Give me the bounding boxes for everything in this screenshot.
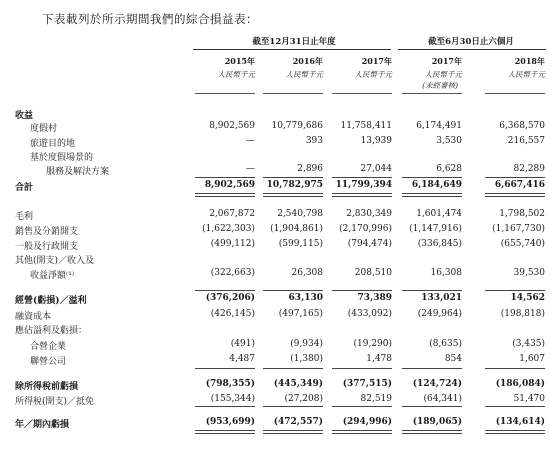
- column-header-rule-0: [195, 93, 255, 94]
- row-value: (491): [230, 339, 255, 349]
- row-value: (445,349): [273, 379, 323, 389]
- row-label: 銷售及分銷開支: [15, 227, 79, 237]
- row-value: 1,607: [519, 354, 545, 364]
- total-double-rule: [195, 430, 255, 434]
- row-value: (249,964): [417, 309, 462, 319]
- row-value: 2,067,872: [209, 209, 255, 219]
- row-value: (189,065): [412, 417, 462, 427]
- row-value: 13,939: [360, 136, 392, 146]
- row-label: 合營企業: [30, 342, 67, 352]
- row-value: 11,799,394: [335, 180, 392, 190]
- row-value: 82,519: [360, 394, 392, 404]
- total-double-rule: [263, 193, 323, 197]
- subtotal-rule: [263, 177, 323, 178]
- row-value: (655,740): [500, 239, 545, 249]
- row-value: (1,147,916): [409, 224, 462, 234]
- row-label: 合計: [15, 183, 34, 193]
- subtotal-rule: [263, 368, 323, 369]
- row-value: (322,663): [210, 268, 255, 278]
- row-value: (294,996): [342, 417, 392, 427]
- column-unit-2: 人民幣千元: [354, 70, 392, 79]
- row-value: (377,515): [342, 379, 392, 389]
- row-label: 收益淨額⁽¹⁾: [30, 271, 75, 281]
- total-double-rule: [263, 430, 323, 434]
- subtotal-rule: [485, 290, 545, 291]
- row-value: (599,115): [278, 239, 323, 249]
- row-value: 208,510: [354, 268, 392, 278]
- row-value: —: [246, 136, 255, 146]
- row-value: 6,184,649: [411, 180, 462, 190]
- row-value: 6,174,491: [416, 121, 462, 131]
- row-label: 基於度假場景的: [30, 153, 94, 163]
- row-label: 服務及解決方案: [46, 167, 110, 177]
- row-value: 8,902,569: [209, 121, 255, 131]
- column-year-3: 2017年: [431, 56, 462, 66]
- total-double-rule: [195, 193, 255, 197]
- row-value: (2,170,996): [339, 224, 392, 234]
- subtotal-rule: [402, 406, 462, 407]
- row-value: 10,782,975: [266, 180, 323, 190]
- row-value: 1,798,502: [499, 209, 545, 219]
- subtotal-rule: [485, 368, 545, 369]
- row-value: 73,389: [357, 293, 392, 303]
- row-value: (155,344): [210, 394, 255, 404]
- column-note-3: (未經審核): [422, 81, 458, 90]
- row-value: (134,614): [495, 417, 545, 427]
- row-value: (186,084): [495, 379, 545, 389]
- row-value: (798,355): [205, 379, 255, 389]
- row-value: (499,112): [210, 239, 255, 249]
- row-value: (27,208): [284, 394, 323, 404]
- row-value: (198,818): [500, 309, 545, 319]
- group-line-six-month: [398, 49, 546, 50]
- row-value: (426,145): [210, 309, 255, 319]
- row-value: (9,934): [290, 339, 323, 349]
- column-unit-0: 人民幣千元: [217, 70, 255, 79]
- subtotal-rule: [332, 177, 392, 178]
- row-value: 51,470: [513, 394, 545, 404]
- row-value: 6,667,416: [494, 180, 545, 190]
- subtotal-rule: [195, 406, 255, 407]
- row-value: (953,699): [205, 417, 255, 427]
- row-value: 2,540,798: [277, 209, 323, 219]
- row-label: 一般及行政開支: [15, 242, 79, 252]
- row-value: 11,758,411: [340, 121, 392, 131]
- subtotal-rule: [195, 290, 255, 291]
- column-unit-4: 人民幣千元: [507, 70, 545, 79]
- subtotal-rule: [332, 290, 392, 291]
- column-unit-3: 人民幣千元: [424, 70, 462, 79]
- table-intro: 下表載列於所示期間我們的綜合損益表：: [42, 12, 258, 26]
- subtotal-rule: [485, 406, 545, 407]
- row-value: 63,130: [288, 293, 323, 303]
- total-double-rule: [485, 430, 545, 434]
- subtotal-rule: [332, 368, 392, 369]
- row-value: 2,830,349: [346, 209, 392, 219]
- row-value: 1,601,474: [416, 209, 462, 219]
- row-value: (1,904,861): [270, 224, 323, 234]
- row-value: 8,902,569: [204, 180, 255, 190]
- row-label: 聯營公司: [30, 357, 67, 367]
- row-value: (3,435): [512, 339, 545, 349]
- row-value: (376,206): [205, 293, 255, 303]
- row-value: (19,290): [353, 339, 392, 349]
- subtotal-rule: [263, 290, 323, 291]
- row-label: 旅遊目的地: [30, 139, 76, 149]
- total-double-rule: [402, 193, 462, 197]
- row-label: 年／期內虧損: [15, 420, 70, 430]
- row-value: —: [246, 164, 255, 174]
- row-value: 6,628: [436, 164, 462, 174]
- column-header-rule-4: [485, 93, 545, 94]
- subtotal-rule: [402, 290, 462, 291]
- row-value: (433,092): [347, 309, 392, 319]
- total-double-rule: [485, 193, 545, 197]
- column-year-4: 2018年: [514, 56, 545, 66]
- row-value: 393: [305, 136, 323, 146]
- row-value: (794,474): [347, 239, 392, 249]
- row-value: 6,368,570: [499, 121, 545, 131]
- column-year-1: 2016年: [292, 56, 323, 66]
- column-year-0: 2015年: [224, 56, 255, 66]
- row-value: 216,557: [507, 136, 545, 146]
- column-header-rule-2: [332, 93, 392, 94]
- subtotal-rule: [195, 177, 255, 178]
- row-value: (1,622,303): [202, 224, 255, 234]
- row-value: 2,896: [297, 164, 323, 174]
- total-double-rule: [332, 430, 392, 434]
- row-label: 所得稅(開支)／抵免: [15, 397, 95, 407]
- row-value: 854: [444, 354, 462, 364]
- subtotal-rule: [263, 406, 323, 407]
- subtotal-rule: [402, 368, 462, 369]
- row-value: (124,724): [412, 379, 462, 389]
- group-header-year-end: 截至12月31日止年度: [252, 37, 336, 47]
- row-label: 經營(虧損)／溢利: [15, 296, 87, 306]
- column-year-2: 2017年: [361, 56, 392, 66]
- row-value: (472,557): [273, 417, 323, 427]
- row-value: (497,165): [278, 309, 323, 319]
- row-value: 16,308: [430, 268, 462, 278]
- subtotal-rule: [485, 177, 545, 178]
- row-value: 26,308: [291, 268, 323, 278]
- row-label: 應佔溢利及虧損：: [15, 326, 88, 336]
- row-label: 除所得稅前虧損: [15, 382, 79, 392]
- total-double-rule: [332, 193, 392, 197]
- row-value: 4,487: [229, 354, 255, 364]
- row-value: 3,530: [436, 136, 462, 146]
- row-value: (64,341): [423, 394, 462, 404]
- row-label: 其他(開支)／收入及: [15, 256, 95, 266]
- row-value: 82,289: [513, 164, 545, 174]
- row-value: (8,635): [429, 339, 462, 349]
- row-value: 27,044: [360, 164, 392, 174]
- row-value: 1,478: [366, 354, 392, 364]
- row-value: 133,021: [421, 293, 462, 303]
- total-double-rule: [402, 430, 462, 434]
- row-label: 收益: [15, 111, 34, 121]
- row-label: 度假村: [30, 124, 58, 134]
- group-line-year-end: [193, 49, 391, 50]
- row-value: 14,562: [510, 293, 545, 303]
- subtotal-rule: [402, 177, 462, 178]
- column-header-rule-1: [263, 93, 323, 94]
- group-header-six-month: 截至6月30日止六個月: [428, 37, 514, 47]
- column-unit-1: 人民幣千元: [285, 70, 323, 79]
- column-header-rule-3: [402, 93, 462, 94]
- row-value: (1,380): [290, 354, 323, 364]
- subtotal-rule: [332, 406, 392, 407]
- row-label: 融資成本: [15, 312, 52, 322]
- row-value: 10,779,686: [271, 121, 323, 131]
- row-label: 毛利: [15, 212, 34, 222]
- subtotal-rule: [195, 368, 255, 369]
- row-value: (336,845): [417, 239, 462, 249]
- row-value: 39,530: [513, 268, 545, 278]
- row-value: (1,167,730): [492, 224, 545, 234]
